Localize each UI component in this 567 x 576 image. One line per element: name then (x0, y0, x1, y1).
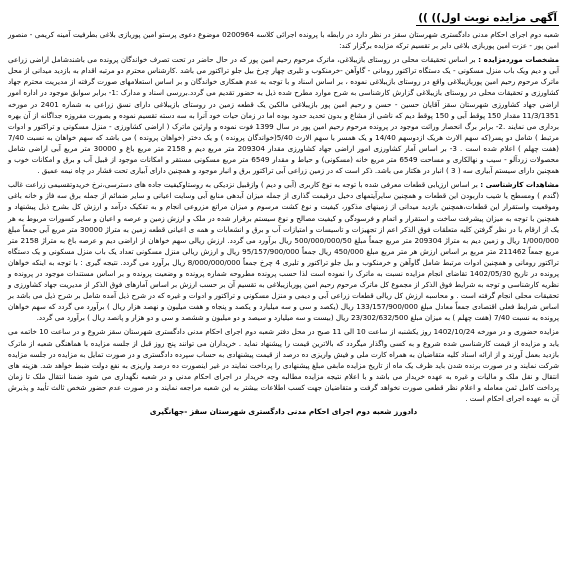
property-specs-label: مشخصات موردمزایده : (478, 55, 560, 65)
expert-observations-paragraph (8, 179, 559, 323)
property-specs-text: بر اساس تحقیقات محلی در روستای بازیبلاغی، ماترک مرحوم رحیم امین پور که در حال حاضر در تحت تصرف خواندگان پرونده می باشندشامل اراضی زراعی آبی و دیم ویک باب منزل مسکونی - یک دستگاه تراکتور رومانی - گاوآهن -خرمنکوب و تلیری چهار چرخ بیل جلو تراکتور می باشد .کارشناس محترم دو مرتبه اقدام به بازدید میدانی از محل ماترک مرحوم رحیم امین پوربازیبلاغی واقع در روستای بازیبلاغی نموده ، بر اساس اسناد و با توجه به عدم همکاری خواندگان و بر اساس استعلامهای صورت گرفته از مدیریت محترم جهاد کشاورزی و تحقیقات محلی در روستای بازیبلاغی گزارش کارشناسی به شرح موارد مطرح شده ذیل به حضور تقدیم می گردد.بررسی اسناد و مدارک :1- برابر سوابق موجود در اداره امور اراضی جهاد کشاورزی شهرستان سقز آقایان حسین - حسن و رحیم امین پور بازیبلاغی مالکین یک قطعه زمین در روستای بازیبلاغی دارای نسق زراعی به شماره 2401 در مورخه 11/3/1351 مقدار 150 پوقط آبی و 150 پوقط دیم که ناشی از مشاع و بدون تحدید حدود بوده اما در زمان حیات خود آنرا به سه دسته تقسیم نموده و بصورت مفروزه جداگانه از آن بهره برداری می نمایند .2- برابر برگ انحصار وراثت موجود در پرونده مرحوم رحیم امین پور در سال 1399 فوت نموده و وارثین ماترک ( اراضی کشاورزی - منزل مسکونی و تراکتور و ادوات مرتبط ) شامل دو پسر(که سهم الارث هریک ازدوسهم 14/40 و یک همسر با سهم الارث 5/40(خواندگان پرونده ) و یک دختر (خواهان پرونده ) می باشد که سهم خواهان به نسبت 7/40 (هفت چهلم ) اعلام شده است . 3- بر اساس آمار کشاورزی امور اراضی جهاد کشاورزی مقدار 209304 متر مربع دیم و 2158 متر مربع باغ و 30000 متر مربع آبی اراضی شامل محصولات زردآلو - سیب و نهالکاری و مساحت 6549 متر مربع خانه (مسکونی) و حیاط و مقدار 6549 متر مربع مسکونی مستقر و امکانات موجود از قبیل آب و برق و امکانات خوب و همچنین دارای سیستم آبیاری سه ( 3 ) انبار در هکتار می باشد. ذکر است که در زمین زراعی آبی تراکتور برق و انبار موجود و همچنین دارای آبیاری تحت فشار در چاه نیمه عمیق . (8, 55, 560, 176)
notice-title: آگهی مزایده نوبت اول)) )) (418, 12, 557, 24)
auction-terms-paragraph: مزایده حضوری و در مورخه 1402/10/24 روز یکشنبه از ساعت 10 الی 11 صبح در محل دفتر شعبه دوم اجرای احکام مدنی دادگستری شهرستان سقز شروع و در ساعت 10 خاتمه می یابد و مزایده از قیمت کارشناسی شده شروع و به کسی واگذار میگردد که بالاترین قیمت را پیشنهاد نماید . خریداران می توانند پنج روز قبل از جلسه مزایده با هماهنگی شعبه از ماترک بازدید بعمل آورند و از ارائه اسناد کلیه متقاضیان به همراه کارت ملی و فیش واریزی ده درصد از قیمت پیشنهادی به حساب سپرده دادگستری و در صورت تمایل به مزایده در جلسه مزایده شرکت نمایند و در صورت برنده شدن باید ظرف یک ماه از تاریخ مزایده مابقی مبلغ پیشنهادی را پرداخت نمایند در غیر اینصورت ده درصد واریزی به نفع دولت ضبط خواهد شد. هزینه های انتقال و نقل ملک و مالیات و غیره به عهده خریدار می باشد و با اعلام نتیجه مزایده مطالبه وجه خریدار در اجرای احکام مدنی و در شعبه نگهداری می شود ضمنا انتقال ملک تا زمان پرداخت کامل ثمن معامله و اعلام نظر قطعی صورت نخواهد گرفت و متقاضیان جهت کسب اطلاعات بیشتر به این شعبه مراجعه نمایند و در صورت عدم حضور شخص ثالث تأیید و پذیرش آن به عهده اجرای احکام است . (8, 327, 559, 403)
property-specs-paragraph (8, 54, 559, 176)
expert-observations-label: مشاهدات کارشناسی : (480, 180, 559, 190)
notice-title-row (8, 6, 559, 26)
expert-observations-text: بر اساس ارزیابی قطعات معرفی شده با توجه به نوع کاربری (آبی و دیم ) وازقبیل نزدیکی به روستاوکیفیت جاده های دسترسی،نرخ خریدوتقسیمی زراعت غالب (گندم ) ومسطح یا شیب داربودن این قطعات و همچنین سایرآیتمهای دخیل درقیمت گذاری از جمله میزان آبدهی منابع آبی وسایت اعیانی و سایر ضمائم از جمله برق سه فاز و خانه باغی وموقعیت واستقرار این قطعات،همچنین بازدید میدانی از زمینهای مذکور، کیفیت و نوع کشت مرسوم و میزان مراتع مزروعی انجام و به تفکیک درآمد و ارزش کل بشرح ذیل پیشنهاد و همچنین با توجه به میزان پیشرفت ساخت و استقرار و اتمام و فرسودگی و کیفیت مصالح و نوع سیستم برقرار شده در ملک و ارزش زمین و عرصه و اعیان و سایر کسورات مربوط به هر یک از ارقام با در نظر گرفتن کلیه متعلقات فوق الذکر اعم از تجهیزات و تاسیسات و امتیازات آب و برق و انشعابات و همه ی اعیانی قطعه زمین به متراژ 30000 متر مربع آبی جمعاً مبلغ 1/000/000 ریال و زمین دیم به متراژ 209304 متر مربع جمعاً مبلغ 500/000/000/50 ریال برآورد می گردد. ارزش ریالی سهم خواهان از اراضی دیم و عرصه باغ به متراژ 2158 متر مربع جمعاً 211462 متر مربع بر اساس ارزش هر متر مربع مبلغ 450/000 ریال جمعاً 95/157/900/000 ریال و ارزش ریالی منزل مسکونی تعداد یک باب منزل مسکونی و یک دستگاه تراکتور رومانی و همچنین ادوات مرتبط شامل گاوآهن و خرمنکوب و بیل جلو تراکتور و تلیری 4 چرخ جمعاً 8/000/000/000 ریال برآورد می گردد. نتیجه گیری : با توجه به اینکه خواهان پرونده در تاریخ 1402/05/30 تقاضای انجام مزایده نسبت به ماترک را نموده است لذا حسب پرونده مطروحه شماره پرونده و وضعیت پرونده و بر اساس مستندات موجود در پرونده و نظریه کارشناسی و توجه به شرایط فوق الذکر از مجموع کل ماترک مرحوم رحیم امین پوربازیبلاغی به تقسیم آن بر حسب ارزش بر اساس آمارهای فوق الذکر از مدیریت جهاد کشاورزی و تحقیقات محلی انجام گرفته است . و محاسبه ارزش کل ریالی قطعات زراعی آبی و دیمی و منزل مسکونی و تراکتور و ادوات و غیره که در شرح ذیل آمده شامل بر شرح ذیل می باشد بر اساس شرایط فعلی اقتصادی جمعاً معادل مبلغ 133/157/900/000 ریال (یکصد و سی و سه میلیارد و یکصد و پنجاه و هفت میلیون و نهصد هزار ریال ) برآورد می گردد که سهم خواهان پرونده به نسبت 7/40 (هفت چهلم ) به میزان مبلغ 23/302/632/500 ریال (بیست و سه میلیارد و سیصد و دو میلیون و ششصد و سی و دو هزار و پانصد ریال ) برآورد می گردد. (8, 180, 560, 323)
intro-paragraph: شعبه دوم اجرای احکام مدنی دادگستری شهرستان سقز در نظر دارد در رابطه با پرونده اجرائی کلاسه 0200964 موضوع دعوی پرستو امین پوریازی بلاغی بطرفیت آمینه کریمی - منصور امین پور - عزت امین پوربازی بلاغی دایر بر تقسیم ترکه مزایده برگزار کند: (8, 30, 560, 51)
signature-line: دادورز شعبه دوم اجرای احکام مدنی دادگستری شهرستان سقز -جهانگیری (149, 407, 418, 417)
